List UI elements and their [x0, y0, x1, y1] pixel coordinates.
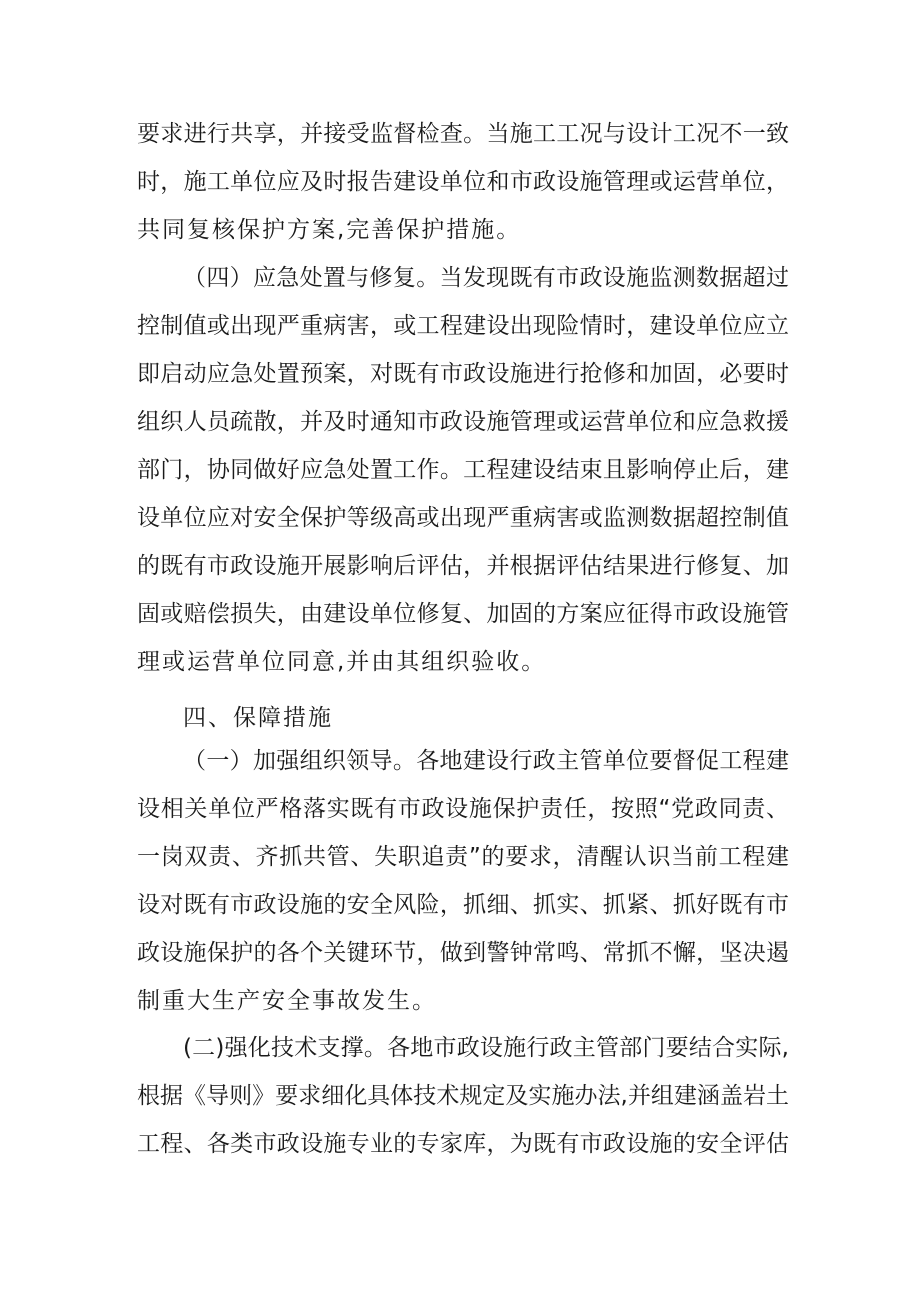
text-line: 工程、各类市政设施专业的专家库，为既有市政设施的安全评估 [137, 1131, 789, 1157]
text-line: 固或赔偿损失，由建设单位修复、加固的方案应征得市政设施管 [137, 601, 789, 627]
text-line: 理或运营单位同意,并由其组织验收。 [137, 649, 547, 675]
text-line: 部门，协同做好应急处置工作。工程建设结束且影响停止后，建 [137, 457, 789, 483]
text-line: 设对既有市政设施的安全风险，抓细、抓实、抓紧、抓好既有市 [137, 892, 789, 918]
paragraph-heading-line: （四）应急处置与修复。当发现既有市政设施监测数据超过 [183, 265, 789, 291]
text-line: 要求进行共享，并接受监督检查。当施工工况与设计工况不一致 [137, 121, 789, 147]
text-line: 政设施保护的各个关键环节，做到警钟常鸣、常抓不懈，坚决遏 [137, 940, 789, 966]
text-line: 的既有市政设施开展影响后评估，并根据评估结果进行修复、加 [137, 553, 789, 579]
text-line: 时，施工单位应及时报告建设单位和市政设施管理或运营单位， [137, 169, 789, 195]
paragraph-heading-line: (二)强化技术支撑。各地市政设施行政主管部门要结合实际, [183, 1035, 789, 1061]
text-line: 制重大生产安全事故发生。 [137, 988, 437, 1014]
paragraph-heading-line: （一）加强组织领导。各地建设行政主管单位要督促工程建 [183, 748, 789, 774]
text-line: 组织人员疏散，并及时通知市政设施管理或运营单位和应急救援 [137, 409, 789, 435]
section-heading: 四、保障措施 [183, 705, 333, 731]
text-line: 控制值或出现严重病害，或工程建设出现险情时，建设单位应立 [137, 313, 789, 339]
text-line: 根据《导则》要求细化具体技术规定及实施办法,并组建涵盖岩土 [137, 1083, 789, 1109]
text-line: 一岗双责、齐抓共管、失职追责”的要求，清醒认识当前工程建 [137, 844, 789, 870]
text-line: 即启动应急处置预案，对既有市政设施进行抢修和加固，必要时 [137, 361, 789, 387]
text-line: 共同复核保护方案,完善保护措施。 [137, 217, 522, 243]
text-line: 设相关单位严格落实既有市政设施保护责任，按照“党政同责、 [137, 796, 789, 822]
text-line: 设单位应对安全保护等级高或出现严重病害或监测数据超控制值 [137, 505, 789, 531]
